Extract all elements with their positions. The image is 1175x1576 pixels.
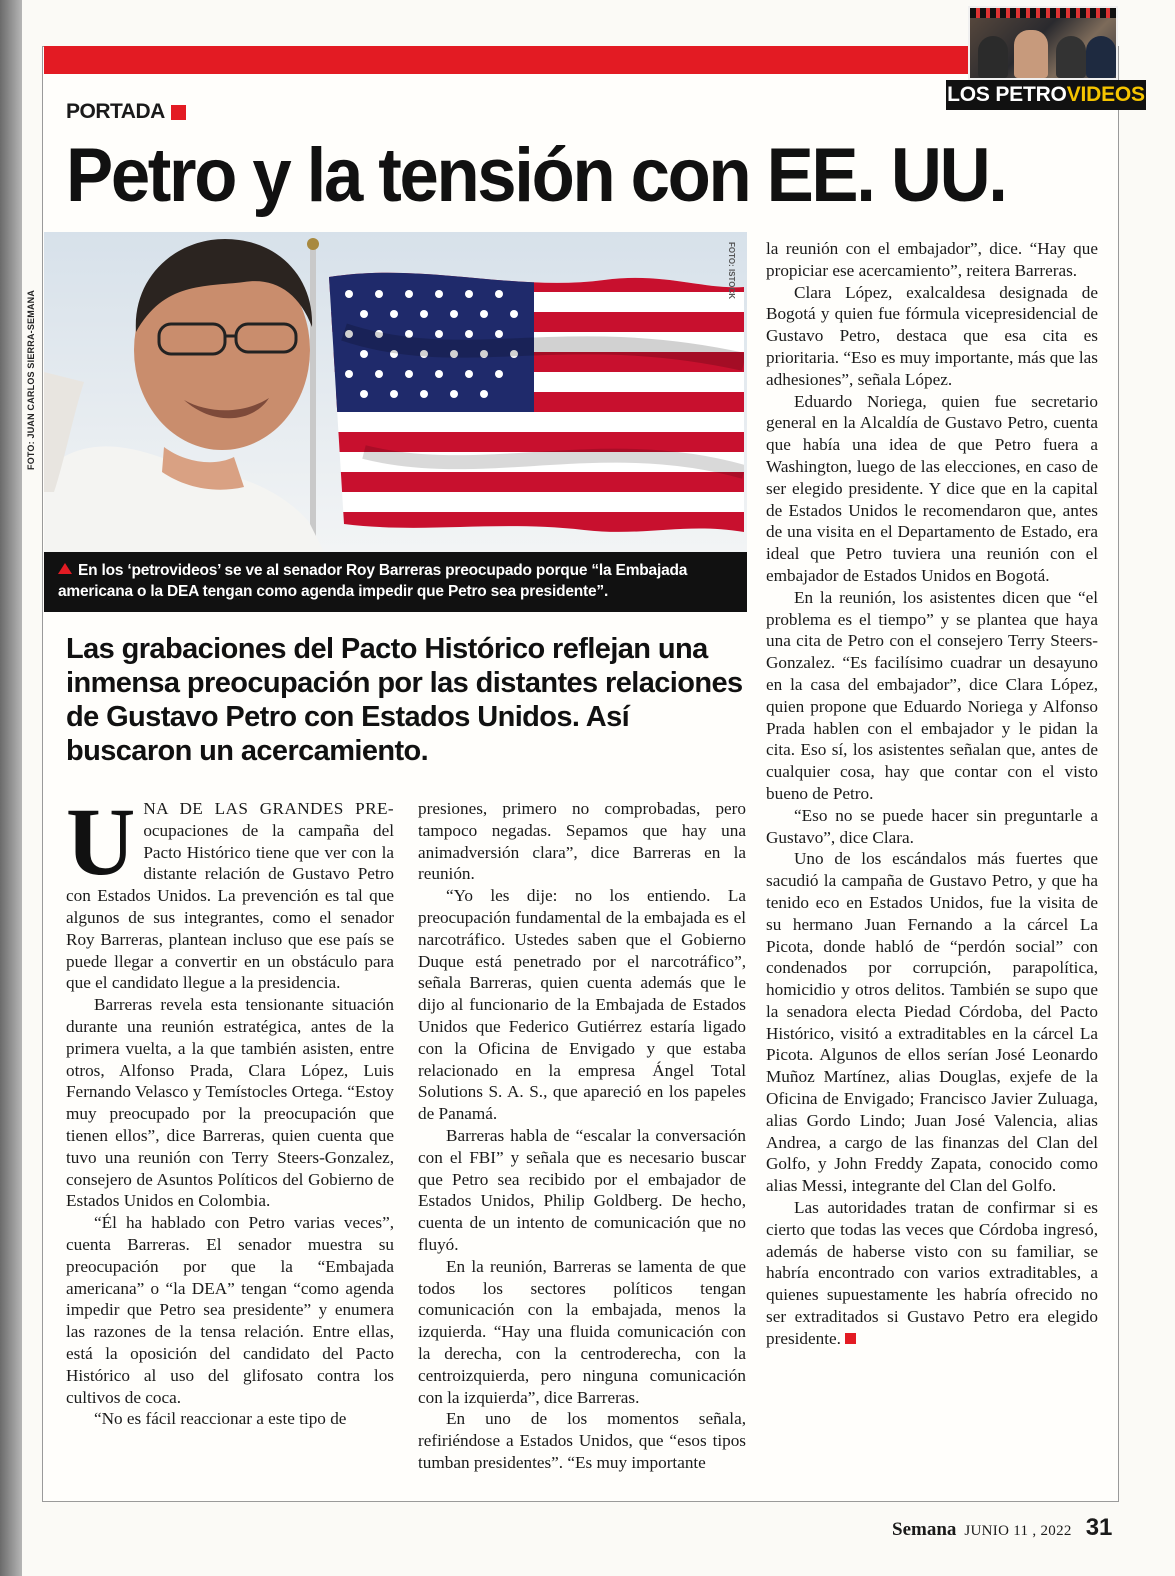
photo-credit-right: FOTO: ISTOCK <box>727 242 736 300</box>
issue-date: JUNIO 11 , 2022 <box>964 1523 1072 1539</box>
section-square-icon <box>171 105 186 120</box>
paragraph-text: ocupaciones de la campaña del Pacto Histórico tiene que ver con la distante relación de Gustavo Petro con Estados Unidos. La prevención es tal que algunos de sus integrantes, como el senador Roy Barreras, plantean incluso que ese país se puede llegar a convertir en un obstáculo para que el candidato llegue a la presidencia. <box>66 820 394 993</box>
article-column-3 <box>766 238 1098 1350</box>
badge-label-left: LOS PETRO <box>947 83 1067 106</box>
person-silhouette <box>1086 36 1116 78</box>
magazine-name: Semana <box>892 1519 957 1540</box>
page-footer <box>892 1514 1112 1542</box>
photo-credit-left: FOTO: JUAN CARLOS SIERRA-SEMANA <box>26 289 36 470</box>
top-red-bar <box>44 46 970 74</box>
paragraph: “No es fácil reaccionar a este tipo de <box>94 1409 347 1429</box>
paragraph: presiones, primero no comprobadas, pero tampoco negadas. Sepamos que hay una animadversión clara”, dice Barreras en la reunión. <box>418 799 746 884</box>
section-text: PORTADA <box>66 100 165 123</box>
petrovideos-thumbnail <box>968 6 1118 80</box>
badge-label-right: VIDEOS <box>1066 83 1145 106</box>
article-deck: Las grabaciones del Pacto Histórico reflejan una inmensa preocupación por las distantes relaciones de Gustavo Petro con Estados Unidos. Así buscaron un acercamiento. <box>66 633 743 767</box>
end-mark-icon <box>845 1333 856 1344</box>
paragraph: Uno de los escándalos más fuertes que sacudió la campaña de Gustavo Petro, y que ha tenido eco en Estados Unidos, fue la visita de su hermano Juan Fernando a la cárcel La Picota, donde habló de “perdón social” con condenados por corrupción, parapolítica, homicidio y otros delitos. También se supo que la senadora electa Piedad Córdoba, del Pacto Histórico, visitó a extraditables en la cárcel La Picota. Algunos de ellos serían José Leonardo Muñoz Martínez, alias Douglas, exjefe de la Oficina de Envigado; Francisco Javier Zuluaga, alias Gordo Lindo; Juan José Valencia, alias Andrea, a cargo de las finanzas del Clan del Golfo, y John Freddy Zapata, conocido como alias Messi, integrante del Clan del Golfo. <box>766 849 1098 1196</box>
paragraph: En la reunión, los asistentes dicen que “el problema es el tiempo” y se plantea que haya una cita de Petro con el consejero Terry Steers-Gonzalez. “Es facilísimo cuadrar un desayuno en la casa del embajador”, dice Clara López, quien propone que Eduardo Noriega y Alfonso Prada hablen con el embajador y le pidan la cita. Eso sí, los asistentes señalan que, antes de cualquier cosa, hay que contar con el visto bueno de Petro. <box>766 587 1098 803</box>
flag-pole <box>310 242 316 552</box>
film-strip-decoration <box>970 8 1116 18</box>
article-column-1 <box>66 788 394 1430</box>
paragraph-text: Las autoridades tratan de confirmar si es cierto que todas las veces que Córdoba ingresó, además de haberse visto con su familiar, se habría encontrado con varios extraditables, a quienes supuestamente les habría ofrecido no ser extraditados si Gustavo Petro era elegido presidente. <box>766 1198 1098 1348</box>
caption-triangle-icon <box>58 563 72 574</box>
paragraph: “Él ha hablado con Petro varias veces”, cuenta Barreras. El senador muestra su preocupación por que la “Embajada americana” o “la DEA” tengan “como agenda impedir que Petro sea presidente” y enumera las razones de la tensa relación. Entre ellas, está la oposición del candidato del Pacto Histórico al uso del glifosato contra los cultivos de coca. <box>66 1213 394 1407</box>
caption-text: En los ‘petrovideos’ se ve al senador Roy Barreras preocupado porque “la Embajada americana o la DEA tengan como agenda impedir que Petro sea presidente”. <box>58 562 688 600</box>
petrovideos-badge <box>946 80 1146 110</box>
flag-pole-finial <box>307 238 319 250</box>
section-label <box>66 100 186 124</box>
paragraph: Clara López, exalcaldesa designada de Bogotá y quien fue fórmula vicepresidencial de Gustavo Petro, destaca que esa cita es prioritaria. “Eso es muy importante, más que las adhesiones”, señala López. <box>766 282 1098 389</box>
page-number: 31 <box>1085 1514 1113 1541</box>
headline: Petro y la tensión con EE. UU. <box>66 133 1006 218</box>
us-flag <box>324 252 747 552</box>
person-silhouette <box>978 36 1008 78</box>
lead-photo <box>44 232 747 552</box>
paragraph: En uno de los momentos señala, refiriéndose a Estados Unidos, que “esos tipos tumban presidentes”. “Es muy importante <box>418 1409 746 1472</box>
photo-illustration <box>44 232 747 552</box>
paragraph: En la reunión, Barreras se lamenta de que todos los sectores políticos tengan comunicación con la embajada, menos la izquierda. “Hay una fluida comunicación con la derecha, con la centroderecha, con la centroizquierda, pero ninguna comunicación con la izquierda”, dice Barreras. <box>418 1256 746 1407</box>
paragraph: Barreras revela esta tensionante situación durante una reunión estratégica, antes de la primera vuelta, a la que también asisten, entre otros, Alfonso Prada, Clara López, Luis Fernando Velasco y Temístocles Ortega. “Estoy muy preocupado por la preocupación que tienen ellos”, dice Barreras, quien cuenta que tuvo una reunión con Terry Steers-Gonzalez, consejero de Asuntos Políticos del Gobierno de Estados Unidos en Colombia. <box>66 995 394 1211</box>
paragraph: “Eso no se puede hacer sin preguntarle a Gustavo”, dice Clara. <box>766 805 1098 847</box>
paragraph: la reunión con el embajador”, dice. “Hay que propiciar ese acercamiento”, reitera Barreras. <box>766 239 1098 280</box>
paragraph: Eduardo Noriega, quien fue secretario general en la Alcaldía de Gustavo Petro, cuenta que había una idea de que Petro fuera a Washington, luego de las elecciones, en caso de ser elegido presidente. Y dice que en la capital de Estados Unidos le recomendaron que, antes de una visita en el Departamento de Estado, era ideal que Petro tuviera una reunión con el embajador de Estados Unidos en Bogotá. <box>766 391 1098 585</box>
drop-cap: U <box>66 788 136 895</box>
final-paragraph <box>766 1197 1098 1350</box>
paragraph: “Yo les dije: no los entiendo. La preocupación fundamental de la embajada es el narcotráfico. Ustedes saben que el Gobierno Duque está penetrado por el narcotráfico”, señala Barreras, quien cuenta además que le dijo al funcionario de la Embajada de Estados Unidos que Federico Gutiérrez estaría ligado con la Oficina de Envigado y que estaba relacionado en la empresa Ángel Total Solutions S. A. S., que apareció en los papeles de Panamá. <box>418 886 746 1124</box>
photo-caption <box>44 552 747 612</box>
paragraph: Barreras habla de “escalar la conversación con el FBI” y señala que es necesario buscar que Petro sea recibido por el embajador de Estados Unidos, Philip Goldberg. De hecho, cuenta de un intento de comunicación que no fluyó. <box>418 1125 746 1254</box>
person-silhouette <box>1056 36 1086 78</box>
person-silhouette <box>1014 30 1048 78</box>
article-column-2 <box>418 798 746 1474</box>
lead-small-caps: NA DE LAS GRANDES PRE- <box>143 799 394 818</box>
